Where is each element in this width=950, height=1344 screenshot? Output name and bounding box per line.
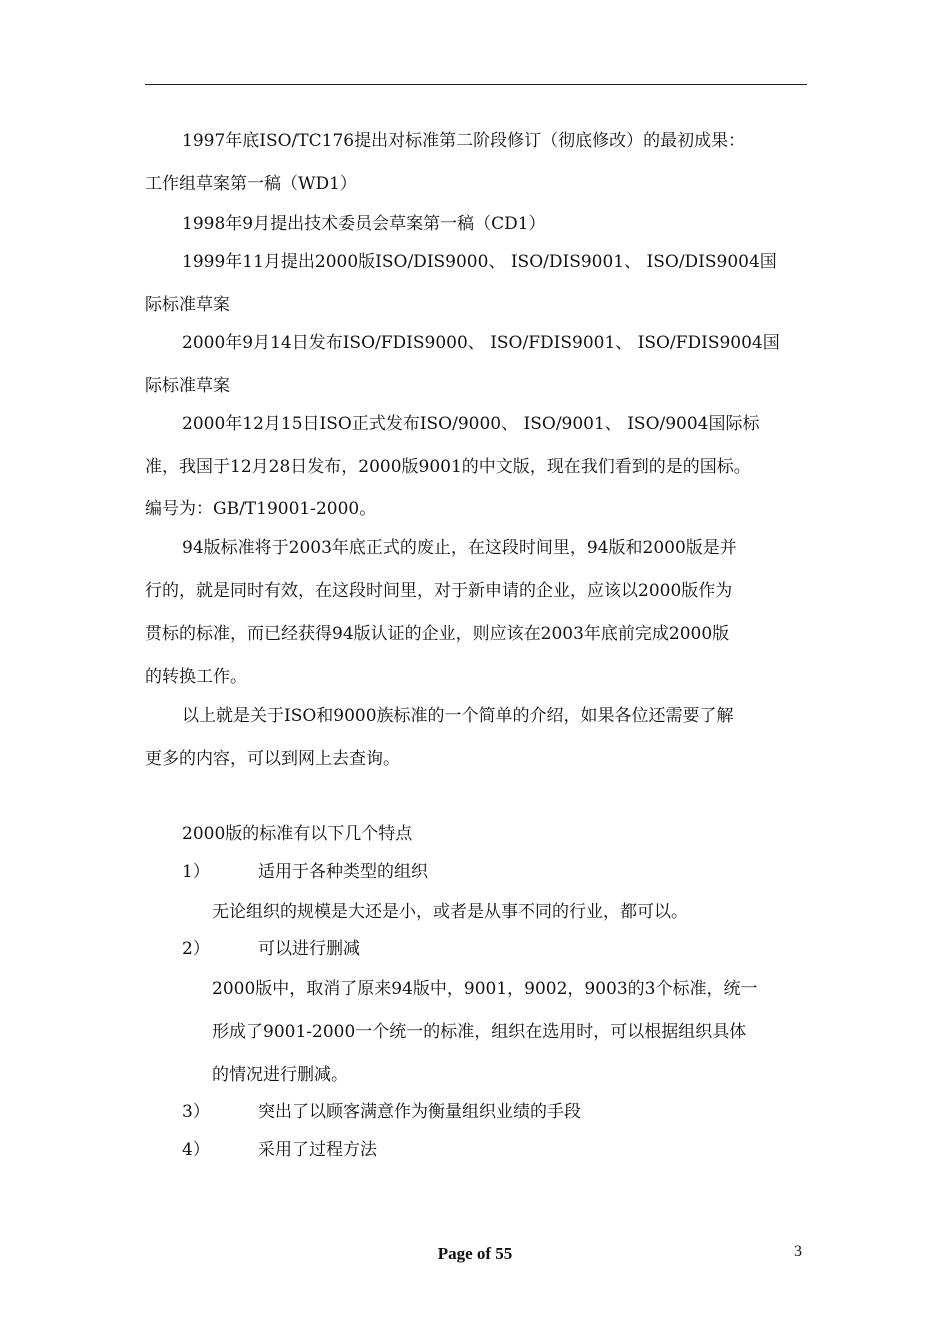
body-line-4: 1999年11月提出2000版ISO/DIS9000、 ISO/DIS9001、 ISO/DIS9004国 xyxy=(182,252,777,272)
body-line-10: 编号为：GB/T19001-2000。 xyxy=(145,499,377,519)
feature-2-detail-3: 的情况进行删减。 xyxy=(212,1065,348,1085)
feature-3-number: 3） xyxy=(182,1102,210,1122)
feature-1-number: 1） xyxy=(182,862,210,882)
feature-3-title: 突出了以顾客满意作为衡量组织业绩的手段 xyxy=(258,1102,581,1122)
body-line-15: 以上就是关于ISO和9000族标准的一个简单的介绍，如果各位还需要了解 xyxy=(182,706,734,726)
body-line-1: 1997年底ISO/TC176提出对标准第二阶段修订（彻底修改）的最初成果： xyxy=(182,131,746,151)
body-line-11: 94版标准将于2003年底正式的废止，在这段时间里，94版和2000版是并 xyxy=(182,538,737,558)
body-line-13: 贯标的标准，而已经获得94版认证的企业，则应该在2003年底前完成2000版 xyxy=(145,624,730,644)
body-line-16: 更多的内容，可以到网上去查询。 xyxy=(145,749,400,769)
feature-2-number: 2） xyxy=(182,939,210,959)
body-line-14: 的转换工作。 xyxy=(145,667,247,687)
body-line-6: 2000年9月14日发布ISO/FDIS9000、 ISO/FDIS9001、 ISO/FDIS9004国 xyxy=(182,333,780,353)
body-line-8: 2000年12月15日ISO正式发布ISO/9000、 ISO/9001、 ISO/9004国际标 xyxy=(182,414,760,434)
feature-2-detail-2: 形成了9001-2000一个统一的标准，组织在选用时，可以根据组织具体 xyxy=(212,1022,747,1042)
body-line-9: 准，我国于12月28日发布，2000版9001的中文版，现在我们看到的是的国标。 xyxy=(145,457,751,477)
feature-2-title: 可以进行删减 xyxy=(258,939,360,959)
body-line-5: 际标准草案 xyxy=(145,295,230,315)
features-heading: 2000版的标准有以下几个特点 xyxy=(182,824,413,844)
body-line-3: 1998年9月提出技术委员会草案第一稿（CD1） xyxy=(182,214,546,234)
feature-4-title: 采用了过程方法 xyxy=(258,1140,377,1160)
feature-4-number: 4） xyxy=(182,1140,210,1160)
body-line-7: 际标准草案 xyxy=(145,376,230,396)
page-footer-label: Page of 55 xyxy=(437,1244,513,1263)
feature-2-detail-1: 2000版中，取消了原来94版中，9001，9002，9003的3个标准，统一 xyxy=(212,979,758,999)
header-rule xyxy=(145,84,807,85)
body-line-2: 工作组草案第一稿（WD1） xyxy=(145,174,357,194)
page-number: 3 xyxy=(794,1243,802,1260)
body-line-12: 行的，就是同时有效，在这段时间里，对于新申请的企业，应该以2000版作为 xyxy=(145,581,733,601)
feature-1-detail-1: 无论组织的规模是大还是小，或者是从事不同的行业，都可以。 xyxy=(212,902,688,922)
feature-1-title: 适用于各种类型的组织 xyxy=(258,862,428,882)
